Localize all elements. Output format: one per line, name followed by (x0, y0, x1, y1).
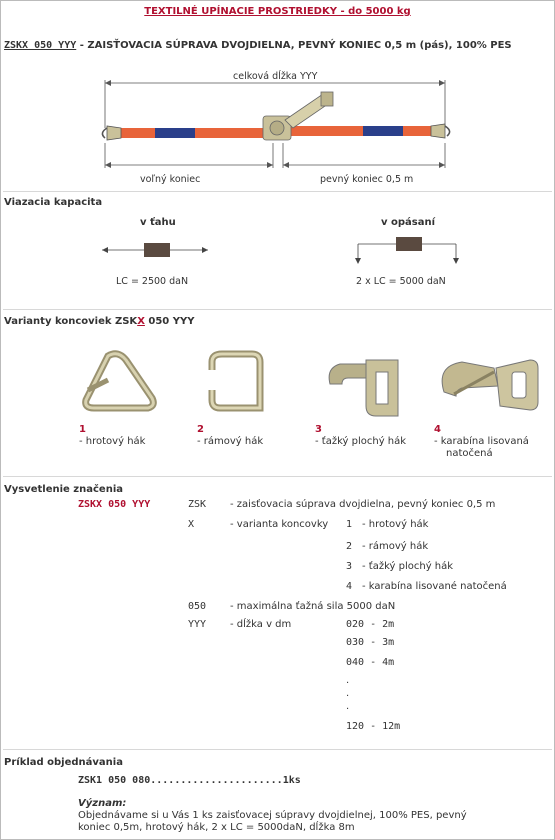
legend-value: - varianta koncovky (230, 519, 329, 530)
option-text: - hrotový hák (362, 519, 429, 530)
order-heading: Príklad objednávania (4, 757, 123, 768)
variant-number: 1 (79, 424, 86, 435)
tension-label: v ťahu (140, 217, 176, 228)
length-ellipsis: . (346, 688, 350, 699)
separator (3, 476, 552, 477)
option-number: 1 (346, 519, 353, 530)
legend-key: 050 (188, 601, 207, 612)
legend-key: ZSK (188, 499, 207, 510)
legend-value: - maximálna ťažná sila 5000 daN (230, 601, 396, 612)
loose-end-label: voľný koniec (140, 174, 201, 185)
separator (3, 191, 552, 192)
legend-code: ZSKX 050 YYY (78, 499, 151, 510)
variants-heading-x: X (137, 316, 145, 327)
capacity-heading: Viazacia kapacita (4, 197, 103, 208)
legend-key: X (188, 519, 195, 530)
product-description: - ZAISŤOVACIA SÚPRAVA DVOJDIELNA, PEVNÝ KONIEC 0,5 m (pás), 100% PES (76, 40, 512, 51)
variant-name-continuation: natočená (446, 448, 493, 459)
option-text: - karabína lisované natočená (362, 581, 507, 592)
meaning-text: koniec 0,5m, hrotový hák, 2 x LC = 5000daN, dĺžka 8m (78, 822, 355, 833)
fixed-end-label: pevný koniec 0,5 m (320, 174, 414, 185)
meaning-label: Význam: (78, 798, 127, 809)
wrap-diagram (352, 236, 462, 266)
variants-heading (4, 316, 194, 327)
variants-heading-suffix: 050 YYY (144, 316, 195, 327)
wrap-label: v opásaní (381, 217, 436, 228)
meaning-text: Objednávame si u Vás 1 ks zaisťovacej súpravy dvojdielnej, 100% PES, pevný (78, 810, 467, 821)
option-text: - ťažký plochý hák (362, 561, 454, 572)
separator (3, 749, 552, 750)
total-length-label: celková dĺžka YYY (233, 71, 318, 82)
length-option: 020 - 2m (346, 619, 395, 630)
length-ellipsis: . (346, 675, 350, 686)
length-option: 030 - 3m (346, 637, 395, 648)
page-title: TEXTILNÉ UPÍNACIE PROSTRIEDKY - do 5000 kg (144, 6, 411, 17)
frame-hook-icon (200, 350, 280, 420)
variant-name: - hrotový hák (79, 436, 146, 447)
option-number: 4 (346, 581, 353, 592)
option-text: - rámový hák (362, 541, 429, 552)
wrap-value: 2 x LC = 5000 daN (356, 276, 446, 287)
order-example: ZSK1 050 080......................1ks (78, 775, 301, 786)
legend-value: - dĺžka v dm (230, 619, 292, 630)
product-code: ZSKX 050 YYY (4, 40, 77, 51)
strap-diagram (95, 68, 455, 188)
variants-heading-prefix: Varianty koncoviek ZSK (4, 316, 138, 327)
variant-number: 2 (197, 424, 204, 435)
variant-number: 3 (315, 424, 322, 435)
length-option: 120 - 12m (346, 721, 401, 732)
variant-name: - ťažký plochý hák (315, 436, 407, 447)
tension-value: LC = 2500 daN (116, 276, 189, 287)
separator (3, 309, 552, 310)
tension-diagram (100, 240, 210, 260)
legend-key: YYY (188, 619, 207, 630)
variant-name: - rámový hák (197, 436, 264, 447)
option-number: 3 (346, 561, 353, 572)
pointed-hook-icon (78, 350, 168, 420)
legend-heading: Vysvetlenie značenia (4, 484, 124, 495)
variant-number: 4 (434, 424, 441, 435)
legend-value: - zaisťovacia súprava dvojdielna, pevný koniec 0,5 m (230, 499, 496, 510)
option-number: 2 (346, 541, 353, 552)
product-heading (4, 40, 512, 51)
length-option: 040 - 4m (346, 657, 395, 668)
variant-name: - karabína lisovaná (434, 436, 529, 447)
length-ellipsis: . (346, 701, 350, 712)
flat-hook-icon (318, 354, 408, 424)
snap-hook-icon (434, 352, 544, 422)
